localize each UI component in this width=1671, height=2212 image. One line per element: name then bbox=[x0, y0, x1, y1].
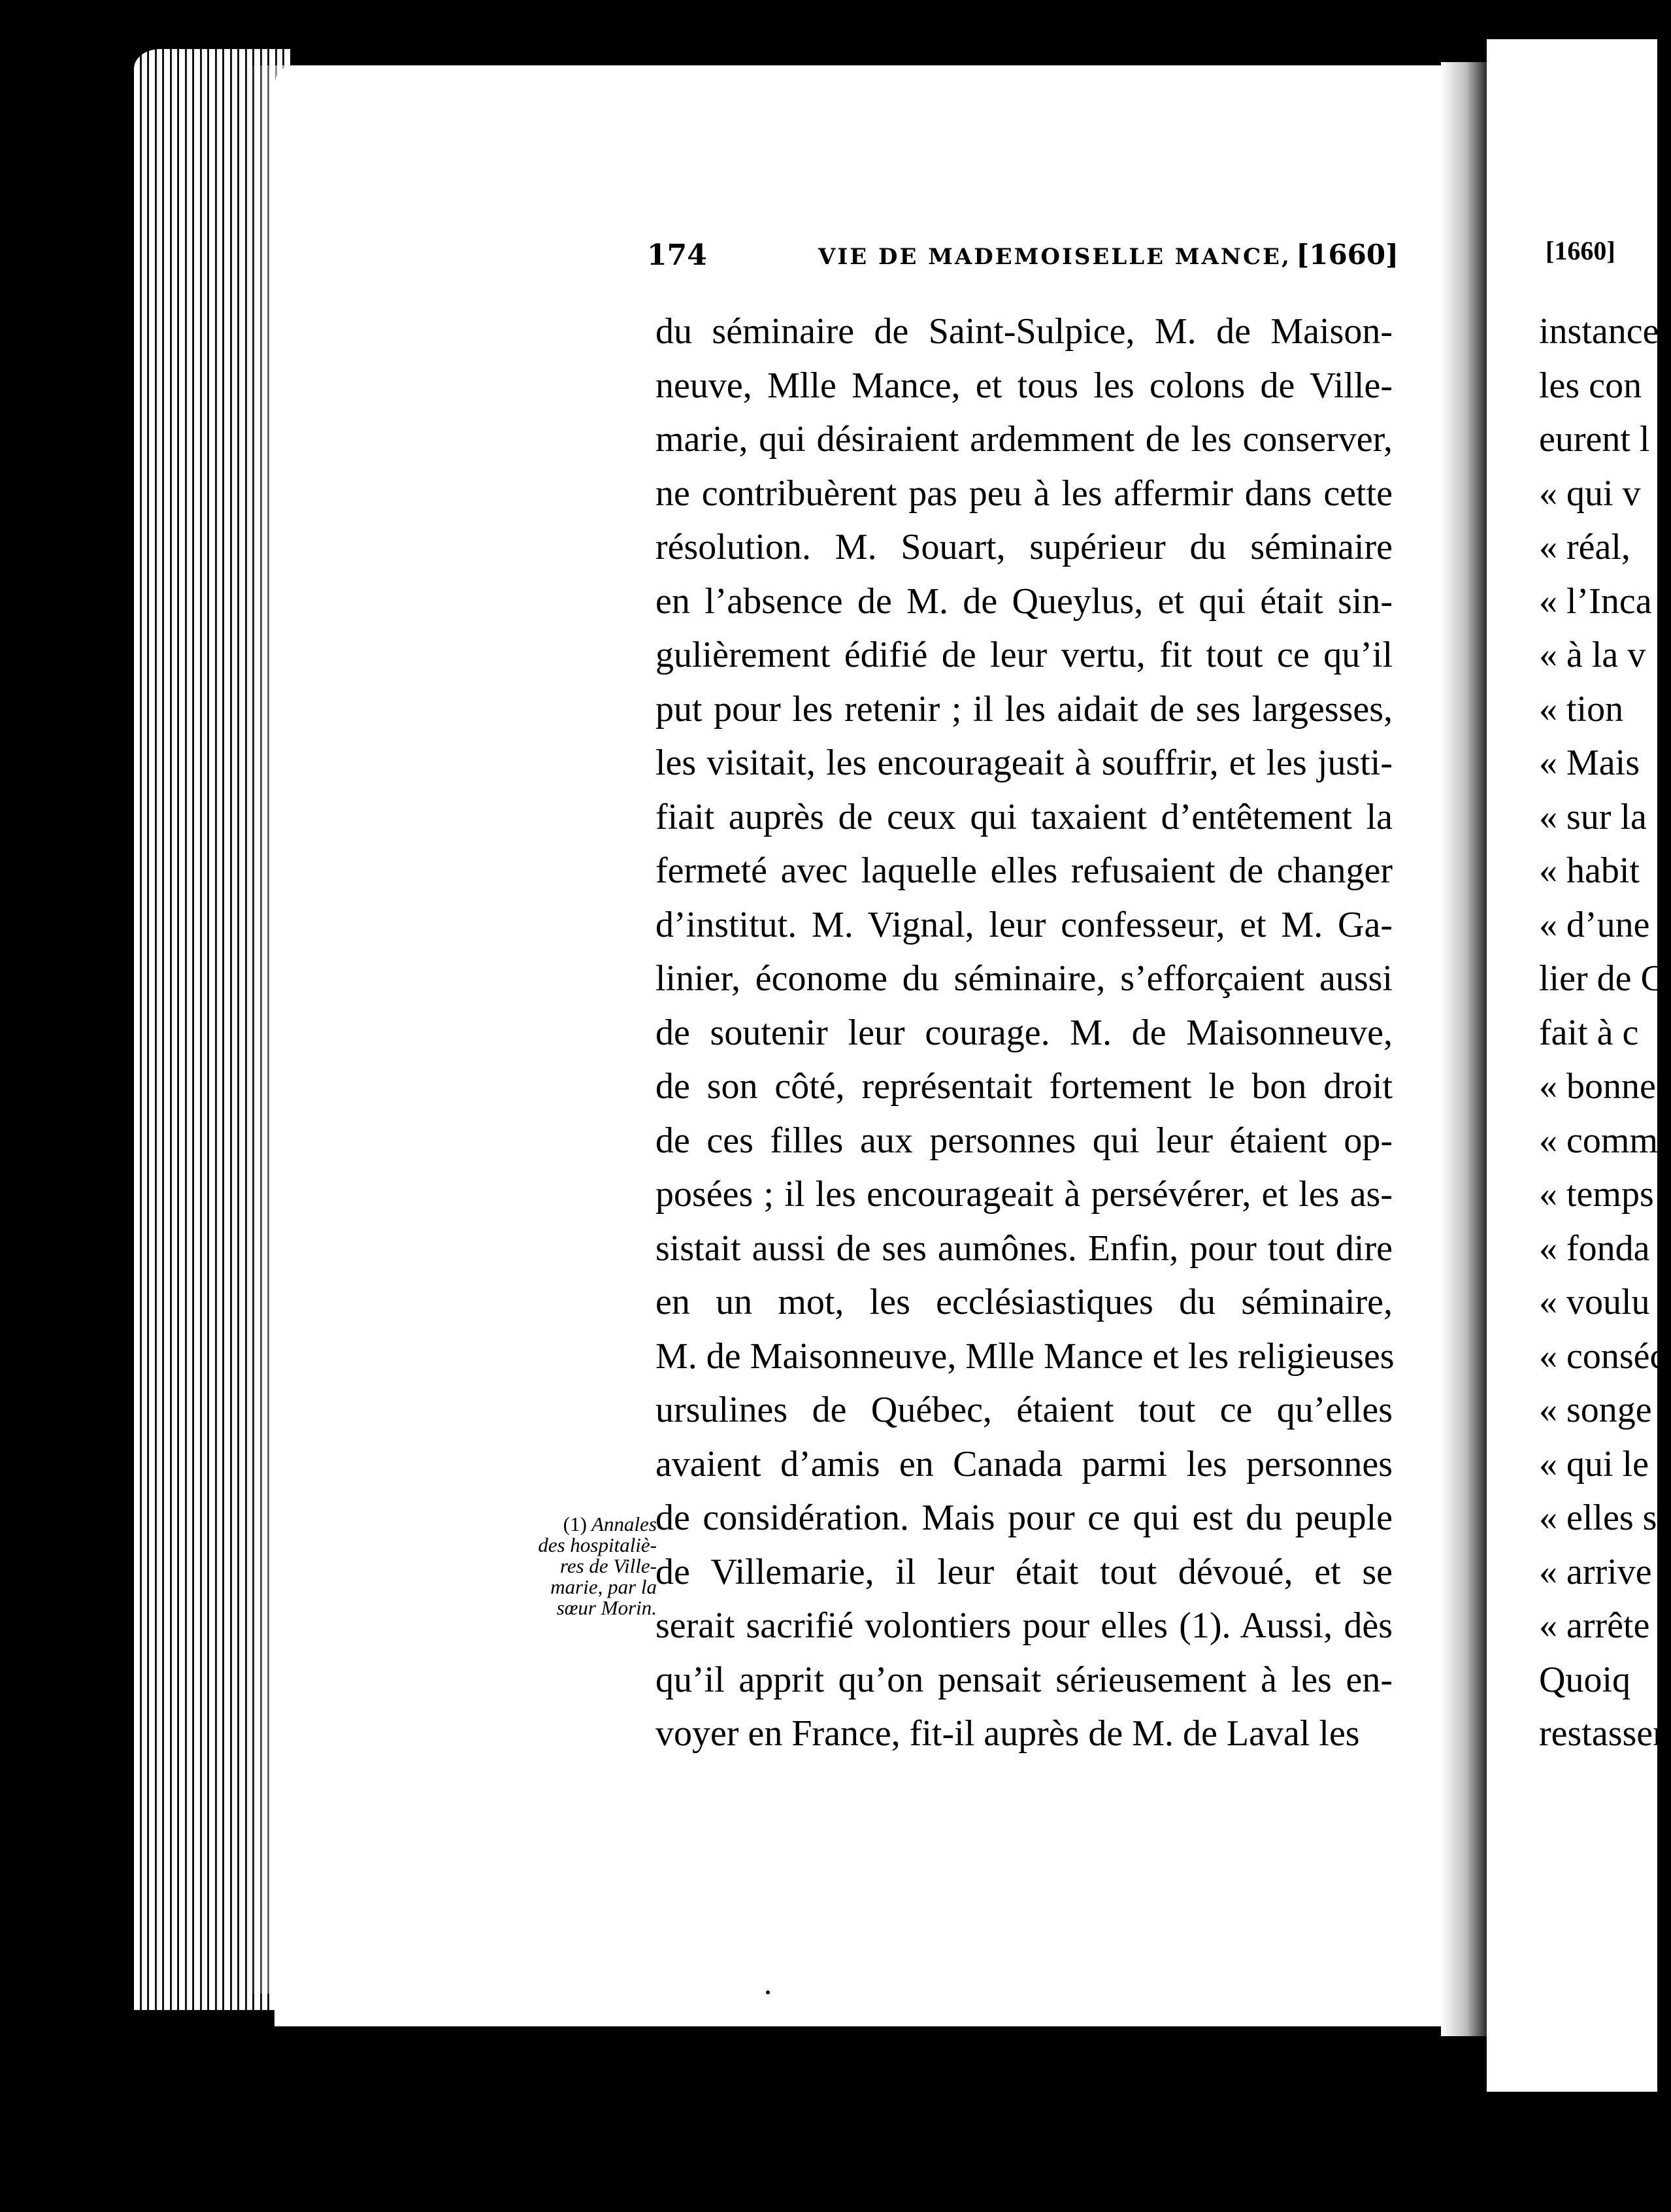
text-line: neuve, Mlle Mance, et tous les colons de Ville- bbox=[655, 365, 1393, 406]
margin-note-line: sœur Morin. bbox=[556, 1596, 657, 1619]
right-text-line: les con bbox=[1539, 365, 1642, 406]
right-text-line: instance bbox=[1539, 311, 1659, 352]
footnote-marker: (1) bbox=[563, 1513, 587, 1535]
right-page-text bbox=[1539, 305, 1670, 1761]
text-line: résolution. M. Souart, supérieur du séminaire bbox=[655, 527, 1393, 567]
text-line: sistait aussi de ses aumônes. Enfin, pour tout dire bbox=[655, 1228, 1393, 1269]
text-line: en un mot, les ecclésiastiques du séminaire, bbox=[655, 1282, 1393, 1322]
year-label: [1660] bbox=[1296, 239, 1398, 271]
text-line: de Villemarie, il leur était tout dévoué, et se bbox=[655, 1551, 1393, 1592]
right-text-line: « qui v bbox=[1539, 473, 1641, 514]
right-text-line: « bonne bbox=[1539, 1066, 1656, 1107]
text-line: de soutenir leur courage. M. de Maisonneuve, bbox=[655, 1012, 1393, 1053]
right-text-line: « à la v bbox=[1539, 635, 1646, 675]
text-line: du séminaire de Saint-Sulpice, M. de Maison- bbox=[655, 311, 1393, 352]
text-line: serait sacrifié volontiers pour elles (1). Aussi, dès bbox=[655, 1605, 1393, 1646]
scan-speck bbox=[766, 1990, 770, 1994]
text-line: qu’il apprit qu’on pensait sérieusement à les en- bbox=[655, 1659, 1393, 1700]
right-text-line: « qui le bbox=[1539, 1443, 1649, 1484]
text-line: fiait auprès de ceux qui taxaient d’entêtement la bbox=[655, 796, 1393, 837]
right-text-line: « tion bbox=[1539, 688, 1624, 729]
running-head bbox=[647, 239, 1398, 284]
running-title: VIE DE MADEMOISELLE MANCE, bbox=[818, 244, 1291, 270]
right-text-line: « l’Inca bbox=[1539, 580, 1652, 622]
text-line: ne contribuèrent pas peu à les affermir dans cette bbox=[655, 473, 1393, 514]
text-line: de ces filles aux personnes qui leur étaient op- bbox=[655, 1120, 1393, 1161]
right-text-line: « sur la bbox=[1539, 796, 1647, 837]
right-text-line: « songe bbox=[1539, 1390, 1652, 1430]
text-line: M. de Maisonneuve, Mlle Mance et les religieuses bbox=[655, 1335, 1395, 1377]
text-line: d’institut. M. Vignal, leur confesseur, et M. Ga- bbox=[655, 904, 1393, 945]
scan-speck bbox=[163, 2177, 175, 2185]
text-line: put pour les retenir ; il les aidait de ses largesses, bbox=[655, 688, 1393, 729]
right-text-line: fait à c bbox=[1539, 1012, 1639, 1053]
margin-note-line: des hospitaliè- bbox=[538, 1533, 657, 1556]
right-text-line: « Mais bbox=[1539, 743, 1640, 783]
right-text-line: « elles s bbox=[1539, 1498, 1657, 1538]
right-text-line: « arrive bbox=[1539, 1551, 1652, 1592]
text-line: ursulines de Québec, étaient tout ce qu’elles bbox=[655, 1390, 1393, 1430]
right-text-line: lier de C bbox=[1539, 958, 1665, 999]
right-text-line: « réal, bbox=[1539, 527, 1630, 567]
text-line: avaient d’amis en Canada parmi les personnes bbox=[655, 1443, 1393, 1484]
right-text-line: « habit bbox=[1539, 850, 1640, 891]
text-line: voyer en France, fit-il auprès de M. de Laval les bbox=[655, 1713, 1360, 1754]
right-text-line: « temps bbox=[1539, 1174, 1654, 1215]
right-text-line: « conséc bbox=[1539, 1335, 1666, 1377]
margin-note-text: Annales bbox=[591, 1513, 657, 1535]
page-edge-shadow bbox=[248, 65, 301, 1994]
right-text-line: « voulu bbox=[1539, 1282, 1650, 1322]
margin-note bbox=[490, 1514, 657, 1618]
text-line: en l’absence de M. de Queylus, et qui était sin- bbox=[655, 580, 1393, 622]
margin-note-line bbox=[490, 1514, 657, 1535]
right-text-line: Quoiq bbox=[1539, 1659, 1630, 1700]
right-text-line: eurent l bbox=[1539, 419, 1650, 460]
text-line: linier, économe du séminaire, s’efforçaient aussi bbox=[655, 958, 1393, 999]
margin-note-line: marie, par la bbox=[550, 1575, 657, 1598]
margin-note-line: res de Ville- bbox=[559, 1554, 657, 1577]
body-text bbox=[655, 305, 1393, 1761]
text-line: marie, qui désiraient ardemment de les conserver, bbox=[655, 419, 1393, 460]
right-text-line: « comm bbox=[1539, 1120, 1658, 1161]
text-line: de considération. Mais pour ce qui est du peuple bbox=[655, 1498, 1393, 1538]
scan-speck bbox=[98, 275, 107, 281]
right-text-line: « fonda bbox=[1539, 1228, 1650, 1269]
text-line: gulièrement édifié de leur vertu, fit tout ce qu’il bbox=[655, 635, 1393, 675]
right-text-line: « arrête bbox=[1539, 1605, 1650, 1646]
book-gutter bbox=[1441, 62, 1487, 2036]
right-text-line: « d’une bbox=[1539, 904, 1650, 945]
text-line: posées ; il les encourageait à persévérer, et les as- bbox=[655, 1174, 1393, 1215]
right-page-year: [1660] bbox=[1546, 236, 1615, 265]
page-number: 174 bbox=[647, 239, 707, 272]
text-line: les visitait, les encourageait à souffrir, et les justi- bbox=[655, 743, 1393, 783]
right-text-line: restassen bbox=[1539, 1713, 1671, 1754]
text-line: fermeté avec laquelle elles refusaient de changer bbox=[655, 850, 1393, 891]
text-line: de son côté, représentait fortement le bon droit bbox=[655, 1066, 1393, 1107]
